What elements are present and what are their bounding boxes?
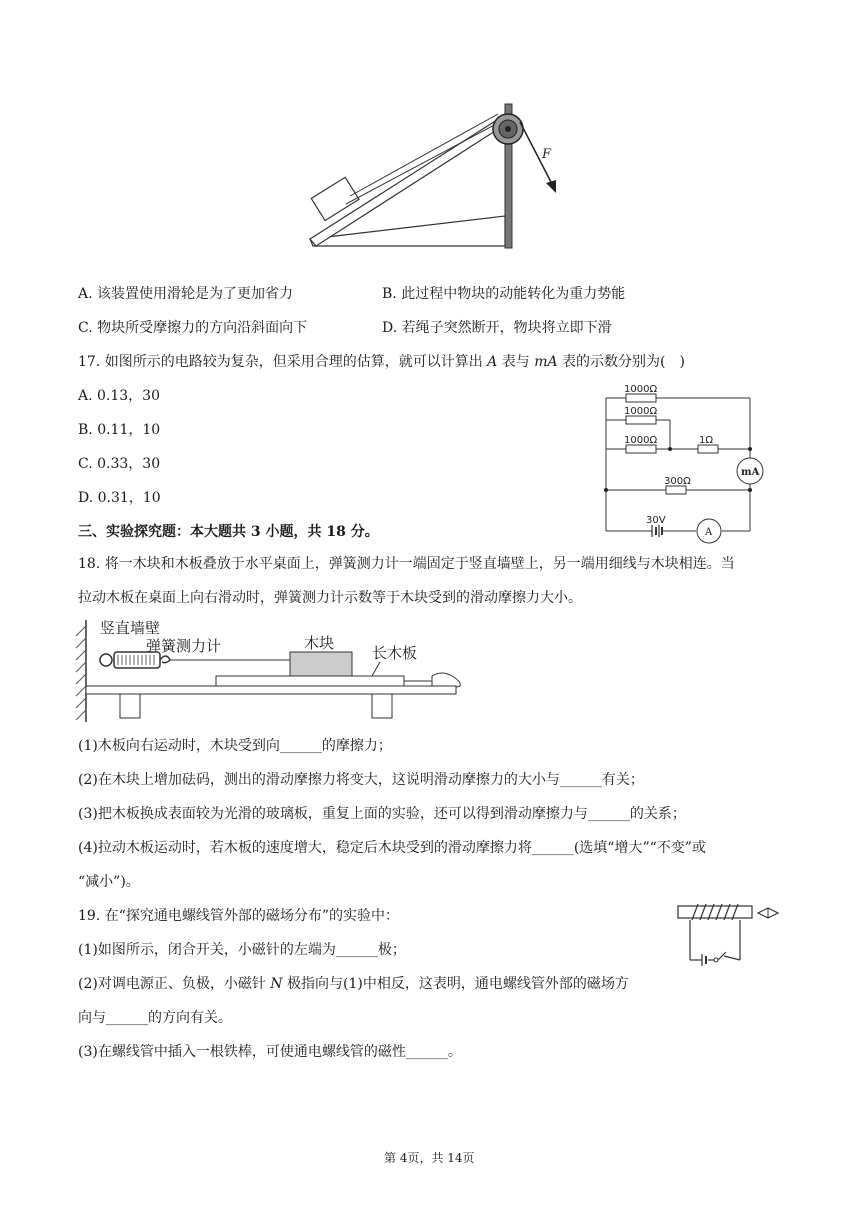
wall-label: 竖直墙壁 — [100, 619, 161, 637]
q17-stem-var-a: A — [487, 354, 498, 370]
q18-part-4-line1: (4)拉动木板运动时，若木板的速度增大，稳定后木块受到的滑动摩擦力将______(选填“增大”“不变”或 — [78, 840, 706, 856]
q16-option-d: D. 若绳子突然断开，物块将立即下滑 — [382, 320, 612, 336]
q18-stem-line2: 拉动木板在桌面上向右滑动时，弹簧测力计示数等于木块受到的滑动摩擦力大小。 — [78, 590, 582, 606]
page-number: 第 4页，共 14页 — [384, 1151, 475, 1165]
q16-option-c: C. 物块所受摩擦力的方向沿斜面向下 — [78, 320, 308, 336]
q16-option-a: A. 该装置使用滑轮是为了更加省力 — [78, 286, 294, 302]
q19-part-2-var: N — [270, 976, 283, 992]
ammeter-label: A — [705, 527, 713, 538]
q18-part-3: (3)把木板换成表面较为光滑的玻璃板，重复上面的实验，还可以得到滑动摩擦力与______的关系； — [78, 806, 686, 822]
resistor-label-5: 300Ω — [664, 476, 691, 487]
q17-option-d: D. 0.31，10 — [78, 490, 161, 506]
milliammeter-label: mA — [741, 467, 760, 478]
q19-part-1: (1)如图所示，闭合开关，小磁针的左端为______极； — [78, 942, 406, 958]
q16-option-b: B. 此过程中物块的动能转化为重力势能 — [382, 286, 626, 302]
resistor-label-3: 1000Ω — [624, 435, 658, 446]
q18-part-1: (1)木板向右运动时，木块受到向______的摩擦力； — [78, 738, 392, 754]
q18-part-2: (2)在木块上增加砝码，测出的滑动摩擦力将变大，这说明滑动摩擦力的大小与______有关； — [78, 772, 644, 788]
q19-part-2-pre: (2)对调电源正、负极，小磁针 — [78, 976, 266, 992]
q17-option-c: C. 0.33，30 — [78, 456, 161, 472]
q17-option-b: B. 0.11，10 — [78, 422, 161, 438]
board-label: 长木板 — [372, 644, 418, 662]
q18-part-4-line2: “减小”)。 — [78, 874, 140, 890]
q19-stem: 19. 在“探究通电螺线管外部的磁场分布”的实验中： — [78, 908, 400, 924]
resistor-label-2: 1000Ω — [624, 406, 658, 417]
resistor-label-4: 1Ω — [699, 435, 714, 446]
q17-stem-var-ma: mA — [534, 354, 558, 370]
q19-part-2-line2: 向与______的方向有关。 — [78, 1010, 232, 1026]
q19-part-2-post: 极指向与(1)中相反，这表明，通电螺线管外部的磁场方 — [287, 976, 629, 992]
q18-stem-line1: 18. 将一木块和木板叠放于水平桌面上，弹簧测力计一端固定于竖直墙壁上，另一端用细线与木块相连。当 — [78, 556, 735, 572]
force-label: F — [542, 147, 552, 162]
q19-part-3: (3)在螺线管中插入一根铁棒，可使通电螺线管的磁性______。 — [78, 1044, 462, 1060]
spring-scale-label: 弹簧测力计 — [146, 637, 222, 655]
q17-stem-post: 表的示数分别为( ) — [562, 354, 685, 370]
resistor-label-1: 1000Ω — [624, 384, 658, 395]
q17-stem-mid: 表与 — [501, 354, 530, 370]
section-3-heading: 三、实验探究题：本大题共 3 小题，共 18 分。 — [78, 524, 379, 540]
q17-stem-pre: 17. 如图所示的电路较为复杂，但采用合理的估算，就可以计算出 — [78, 354, 483, 370]
q17-option-a: A. 0.13，30 — [78, 388, 160, 404]
battery-label: 30V — [646, 515, 666, 526]
block-label: 木块 — [304, 634, 335, 652]
